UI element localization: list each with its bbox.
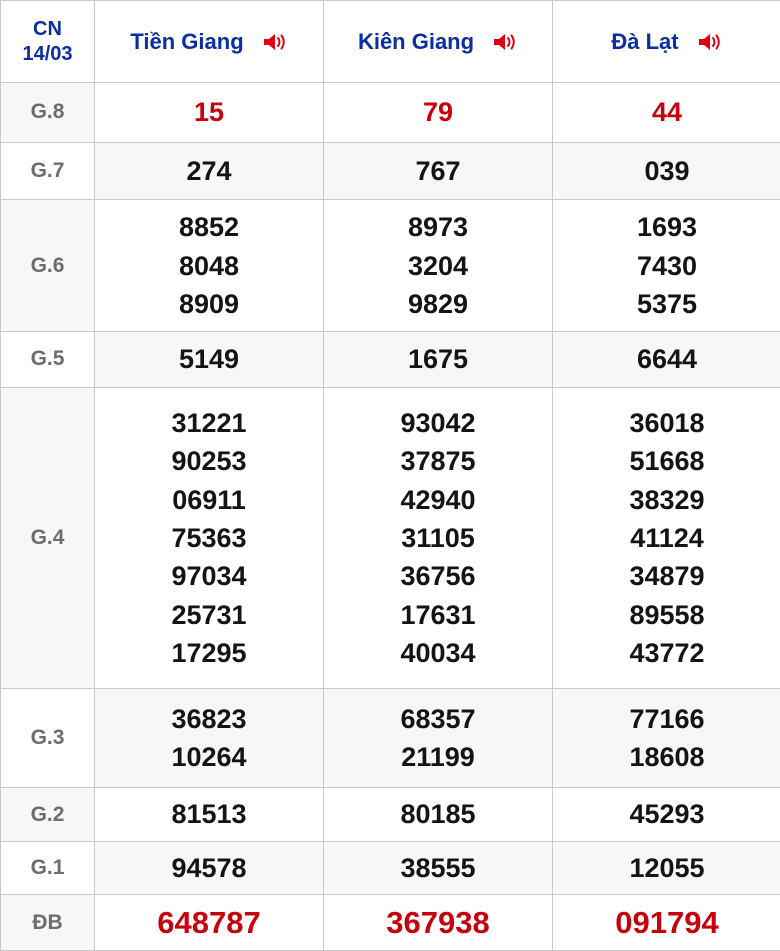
table-row bbox=[1, 332, 780, 388]
date-value: 14/03 bbox=[22, 42, 73, 65]
table-row bbox=[1, 841, 780, 895]
prize-values: 79 bbox=[324, 83, 553, 143]
table-row bbox=[1, 788, 780, 842]
prize-label: G.2 bbox=[1, 788, 95, 842]
table-row bbox=[1, 200, 780, 332]
prize-label: G.1 bbox=[1, 841, 95, 895]
prize-values: 1693 7430 5375 bbox=[553, 200, 780, 332]
prize-values: 12055 bbox=[553, 841, 780, 895]
prize-values: 039 bbox=[553, 142, 780, 200]
date-header bbox=[1, 1, 95, 83]
prize-values: 767 bbox=[324, 142, 553, 200]
prize-label: G.6 bbox=[1, 200, 95, 332]
prize-values: 5149 bbox=[95, 332, 324, 388]
speaker-icon[interactable] bbox=[492, 30, 518, 54]
speaker-icon[interactable] bbox=[262, 30, 288, 54]
table-body bbox=[1, 83, 780, 951]
prize-values: 44 bbox=[553, 83, 780, 143]
prize-values: 31221 90253 06911 75363 97034 25731 17295 bbox=[95, 387, 324, 689]
prize-values: 94578 bbox=[95, 841, 324, 895]
province-name: Tiền Giang bbox=[130, 28, 244, 54]
prize-label: G.5 bbox=[1, 332, 95, 388]
prize-values: 77166 18608 bbox=[553, 689, 780, 788]
prize-values: 36018 51668 38329 41124 34879 89558 43772 bbox=[553, 387, 780, 689]
table-row bbox=[1, 689, 780, 788]
prize-label: G.4 bbox=[1, 387, 95, 689]
speaker-icon[interactable] bbox=[697, 30, 723, 54]
day-label: CN bbox=[33, 17, 62, 40]
table-row bbox=[1, 387, 780, 689]
prize-values: 45293 bbox=[553, 788, 780, 842]
prize-values: 6644 bbox=[553, 332, 780, 388]
prize-values: 81513 bbox=[95, 788, 324, 842]
prize-values: 8973 3204 9829 bbox=[324, 200, 553, 332]
prize-label: G.8 bbox=[1, 83, 95, 143]
province-name: Đà Lạt bbox=[611, 28, 679, 54]
table-row bbox=[1, 83, 780, 143]
prize-label: G.7 bbox=[1, 142, 95, 200]
prize-values: 15 bbox=[95, 83, 324, 143]
prize-values: 93042 37875 42940 31105 36756 17631 40034 bbox=[324, 387, 553, 689]
province-header-2[interactable] bbox=[324, 1, 553, 83]
prize-values: 68357 21199 bbox=[324, 689, 553, 788]
table-row bbox=[1, 142, 780, 200]
prize-values: 8852 8048 8909 bbox=[95, 200, 324, 332]
prize-label: G.3 bbox=[1, 689, 95, 788]
prize-values: 648787 bbox=[95, 895, 324, 951]
prize-values: 80185 bbox=[324, 788, 553, 842]
prize-values: 1675 bbox=[324, 332, 553, 388]
province-header-1[interactable] bbox=[95, 1, 324, 83]
prize-values: 274 bbox=[95, 142, 324, 200]
table-row bbox=[1, 895, 780, 951]
table-header-row bbox=[1, 1, 780, 83]
province-header-3[interactable] bbox=[553, 1, 780, 83]
prize-values: 091794 bbox=[553, 895, 780, 951]
province-name: Kiên Giang bbox=[357, 28, 475, 54]
prize-label: ĐB bbox=[1, 895, 95, 951]
prize-values: 367938 bbox=[324, 895, 553, 951]
prize-values: 36823 10264 bbox=[95, 689, 324, 788]
prize-values: 38555 bbox=[324, 841, 553, 895]
